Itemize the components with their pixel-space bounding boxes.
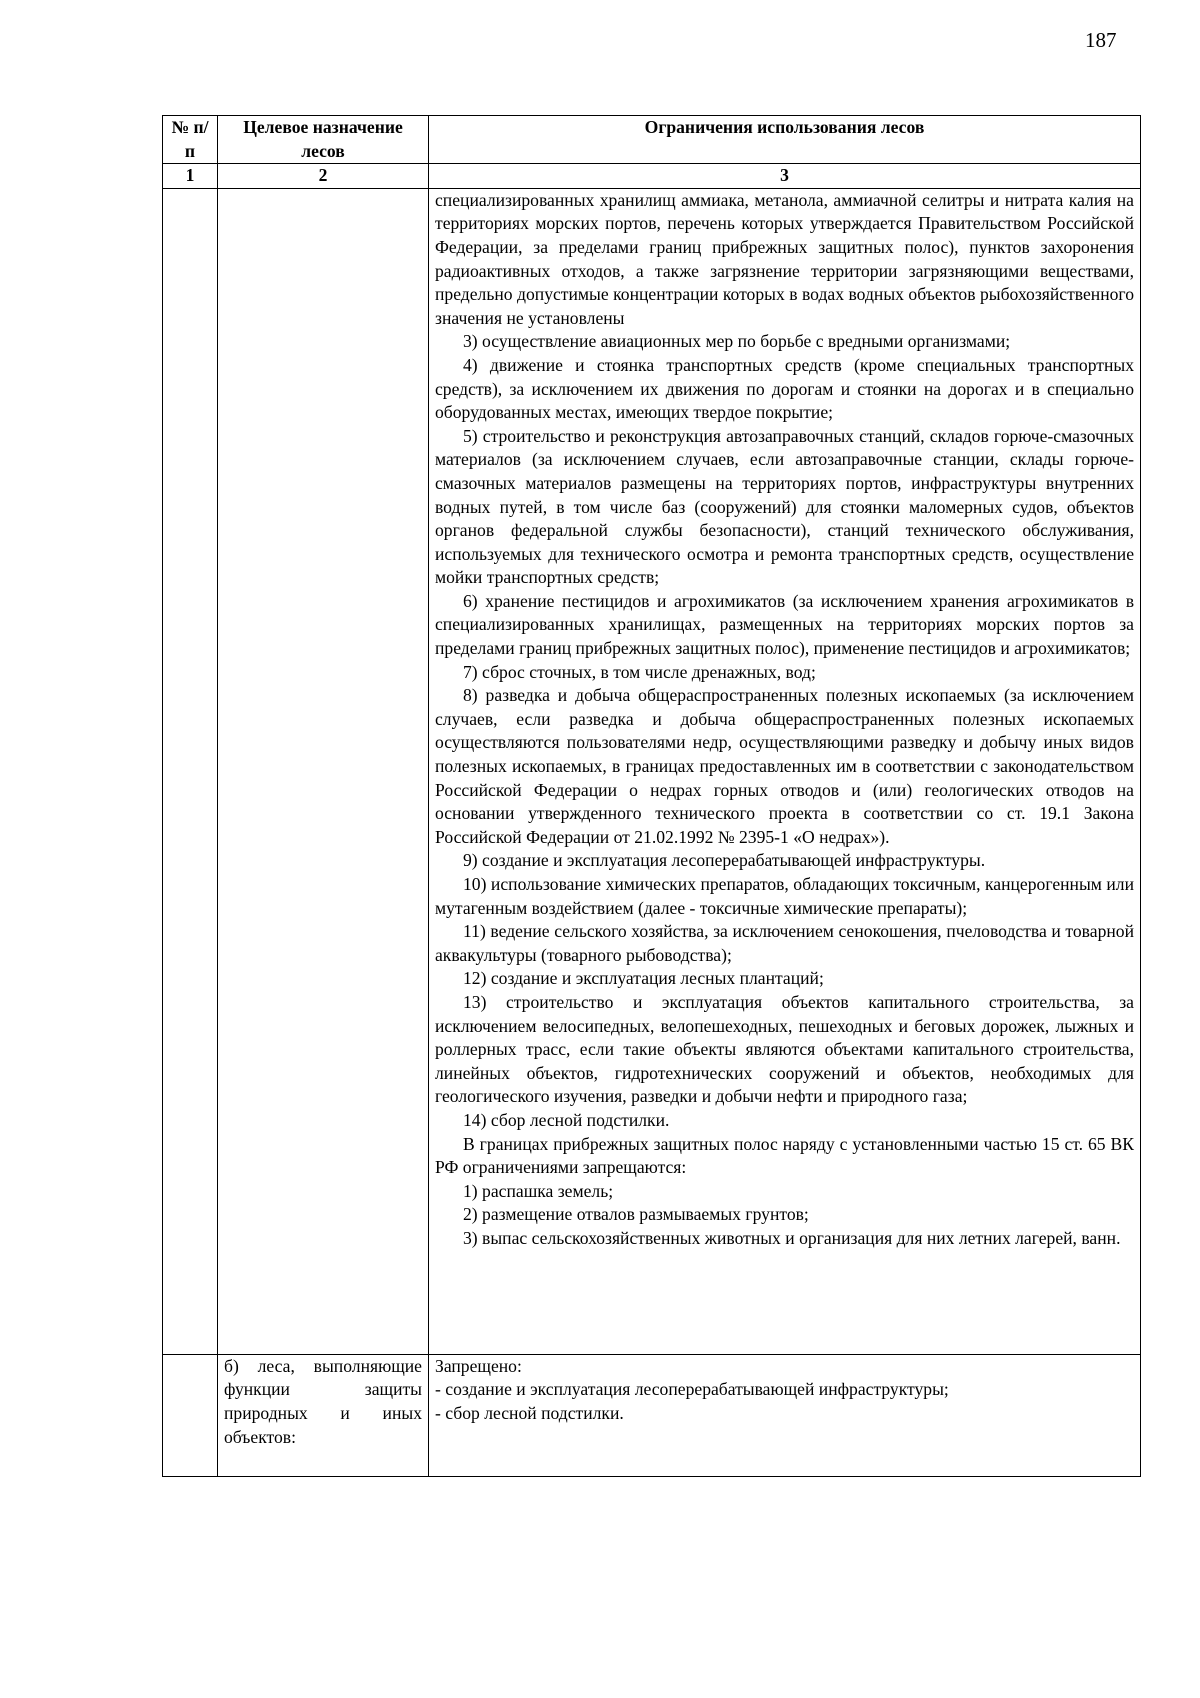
restriction-paragraph: 13) строительство и эксплуатация объектов капитального строительства, за исключением велосипедных, велопешеходных, пешеходных и беговых дорожек, лыжных и роллерных трасс, если такие объекты являются объектами капитального строительства, линейных объектов, гидротехнических сооружений и объектов, необходимых для геологического изучения, разведки и добычи нефти и природного газа;: [435, 991, 1134, 1107]
page-number: 187: [1085, 28, 1117, 52]
restriction-line: - сбор лесной подстилки.: [435, 1402, 624, 1423]
column-number-1: 1: [163, 164, 218, 189]
restriction-paragraph: 1) распашка земель;: [463, 1180, 614, 1201]
table-row: [163, 188, 1141, 1354]
restriction-paragraph: 12) создание и эксплуатация лесных плантаций;: [463, 968, 824, 989]
restriction-paragraph: 8) разведка и добыча общераспространенных полезных ископаемых (за исключением случаев, если разведка и добыча общераспространенных полезных ископаемых осуществляются пользователями недр, осуществляющими разведку и добычу иных видов полезных ископаемых, в границах предоставленных им в соответствии с законодательством Российской Федерации о недрах горных отводов и (или) геологических отводов на основании утвержденного технического проекта в соответствии со ст. 19.1 Закона Российской Федерации от 21.02.1992 № 2395-1 «О недрах»).: [435, 685, 1134, 847]
restriction-paragraph: 2) размещение отвалов размываемых грунтов;: [463, 1204, 809, 1225]
restriction-paragraph: 6) хранение пестицидов и агрохимикатов (за исключением хранения агрохимикатов в специализированных хранилищах, размещенных на территориях морских портов за пределами границ прибрежных защитных полос), применение пестицидов и агрохимикатов;: [435, 590, 1134, 659]
restriction-paragraph: 3) выпас сельскохозяйственных животных и организация для них летних лагерей, ванн.: [463, 1227, 1121, 1248]
restriction-line: Запрещено:: [435, 1355, 522, 1376]
table-row: [163, 1354, 1141, 1476]
purpose-cell: б) леса, выполняющие функции защиты природных и иных объектов:: [218, 1354, 429, 1476]
row-number-cell: [163, 188, 218, 1354]
purpose-cell: [218, 188, 429, 1354]
header-purpose: Целевое назначение лесов: [218, 116, 429, 164]
restriction-paragraph: 11) ведение сельского хозяйства, за исключением сенокошения, пчеловодства и товарной аквакультуры (товарного рыбоводства);: [435, 921, 1134, 965]
restriction-paragraph: 7) сброс сточных, в том числе дренажных, вод;: [463, 661, 816, 682]
row-number-cell: [163, 1354, 218, 1476]
restrictions-table: [162, 115, 1141, 1477]
header-number: № п/п: [163, 116, 218, 164]
restriction-paragraph: В границах прибрежных защитных полос наряду с установленными частью 15 ст. 65 ВК РФ ограничениями запрещаются:: [435, 1133, 1134, 1178]
restrictions-cell: [429, 188, 1141, 1354]
header-restrictions: Ограничения использования лесов: [429, 116, 1141, 164]
restriction-paragraph: 9) создание и эксплуатация лесоперерабатывающей инфраструктуры.: [463, 850, 986, 871]
column-number-3: 3: [429, 164, 1141, 189]
column-numbers-row: [163, 164, 1141, 189]
restriction-paragraph: 10) использование химических препаратов, обладающих токсичным, канцерогенным или мутагенным воздействием (далее - токсичные химические препараты);: [435, 874, 1134, 918]
restriction-paragraph: 5) строительство и реконструкция автозаправочных станций, складов горюче-смазочных материалов (за исключением случаев, если автозаправочные станции, склады горюче-смазочных материалов размещены на территориях портов, инфраструктуры внутренних водных путей, в том числе баз (сооружений) для стоянки маломерных судов, объектов органов федеральной службы безопасности), станций технического обслуживания, используемых для технического осмотра и ремонта транспортных средств, осуществление мойки транспортных средств;: [435, 425, 1134, 588]
restrictions-cell: [429, 1354, 1141, 1476]
restriction-paragraph: 4) движение и стоянка транспортных средств (кроме специальных транспортных средств), за исключением их движения по дорогам и стоянки на дорогах и в специально оборудованных местах, имеющих твердое покрытие;: [435, 354, 1134, 423]
restriction-paragraph: 3) осуществление авиационных мер по борьбе с вредными организмами;: [463, 331, 1011, 352]
table-header-row: [163, 116, 1141, 164]
column-number-2: 2: [218, 164, 429, 189]
restriction-paragraph: специализированных хранилищ аммиака, метанола, аммиачной селитры и нитрата калия на территориях морских портов, перечень которых утверждается Правительством Российской Федерации, за пределами границ прибрежных защитных полос), пунктов захоронения радиоактивных отходов, а также загрязнение территории загрязняющими веществами, предельно допустимые концентрации которых в водах водных объектов рыбохозяйственного значения не установлены: [435, 189, 1134, 328]
restriction-line: - создание и эксплуатация лесоперерабатывающей инфраструктуры;: [435, 1379, 949, 1400]
restriction-paragraph: 14) сбор лесной подстилки.: [463, 1109, 670, 1130]
